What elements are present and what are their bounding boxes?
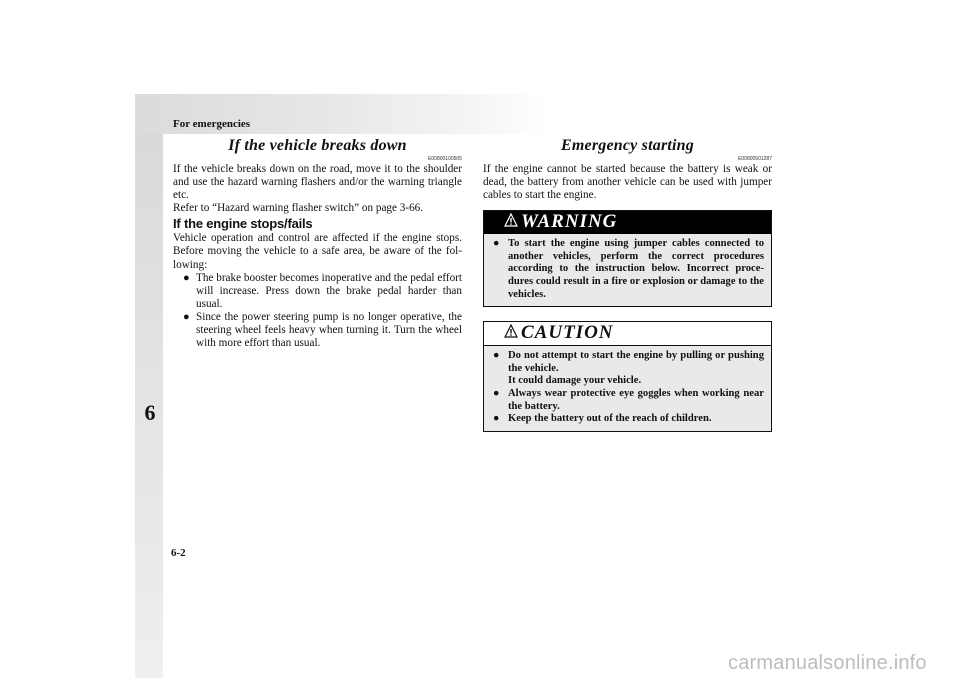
warning-label: WARNING: [521, 211, 618, 233]
bullet-icon: ●: [493, 413, 500, 425]
caution-header: [484, 322, 771, 346]
engine-stops-subheading: If the engine stops/fails: [173, 216, 313, 232]
breakdown-refer: Refer to “Hazard warning flasher switch” on page 3-66.: [173, 202, 424, 215]
left-column: [173, 135, 462, 350]
list-item: [493, 238, 764, 301]
bullet-icon: ●: [493, 238, 500, 250]
list-item: [493, 388, 764, 413]
bullet-icon: ●: [183, 271, 190, 284]
engine-stops-intro: Vehicle operation and control are affected if the engine stops. Before moving the vehicle to a safe area, be aware of the fol-lowing:: [173, 232, 462, 271]
warning-header: [484, 211, 771, 234]
breakdown-intro: If the vehicle breaks down on the road, move it to the shoulder and use the hazard warning flashers and/or the warning triangle etc.: [173, 163, 462, 202]
emergency-starting-intro: If the engine cannot be started because the battery is weak or dead, the battery from another vehicle can be used with jumper cables to start the engine.: [483, 163, 772, 202]
list-item-text: The brake booster becomes inoperative and the pedal effort will increase. Press down the brake pedal harder than usual.: [196, 271, 462, 310]
emergency-starting-code: E00800501287: [738, 156, 772, 162]
bullet-icon: ●: [493, 388, 500, 400]
caution-label: CAUTION: [521, 322, 614, 344]
list-item-note: It could damage your vehicle.: [508, 375, 642, 387]
chapter-tab: 6: [144, 400, 156, 425]
breakdown-code: E00800100505: [428, 156, 462, 162]
engine-stops-list: [173, 272, 462, 351]
page-number: 6-2: [171, 547, 186, 559]
section-title: For emergencies: [173, 118, 251, 130]
list-item-text: Do not attempt to start the engine by pulling or pushing the vehicle.: [508, 350, 764, 374]
list-item: [183, 311, 462, 350]
warning-triangle-icon: [504, 213, 518, 227]
watermark: carmanualsonline.info: [728, 652, 927, 674]
caution-body: [484, 346, 771, 431]
caution-triangle-icon: [504, 324, 518, 338]
bullet-icon: ●: [183, 310, 190, 323]
list-item: [493, 350, 764, 388]
list-item: [493, 413, 764, 426]
breakdown-heading: If the vehicle breaks down: [228, 137, 407, 154]
bullet-icon: ●: [493, 350, 500, 362]
emergency-starting-heading: Emergency starting: [561, 137, 694, 154]
caution-box: [483, 321, 772, 432]
right-column: [483, 135, 772, 432]
list-item-text: Always wear protective eye goggles when working near the battery.: [508, 388, 764, 412]
list-item-text: Keep the battery out of the reach of children.: [508, 413, 712, 425]
warning-box: [483, 210, 772, 307]
list-item: [183, 272, 462, 311]
list-item-text: To start the engine using jumper cables connected to another vehicles, perform the correct procedures according to the instruction below. Incorrect proce-dures could result in a fire or explosion or damage to the vehicles.: [508, 238, 764, 300]
list-item-text: Since the power steering pump is no longer operative, the steering wheel feels heavy when turning it. Turn the wheel with more effort than usual.: [196, 310, 462, 350]
warning-body: [484, 234, 771, 306]
side-band: [135, 94, 163, 678]
